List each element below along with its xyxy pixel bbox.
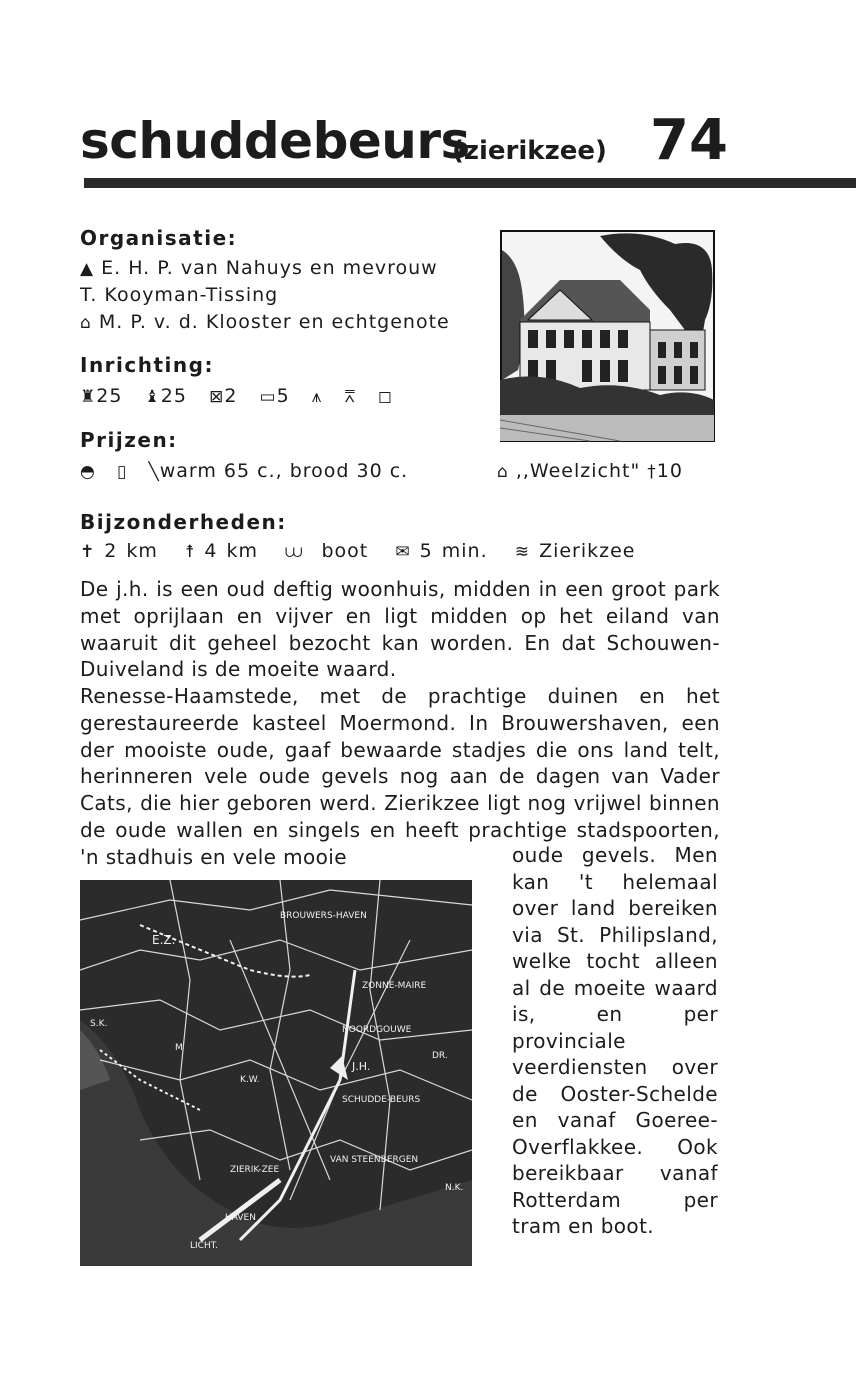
map-label-brouwershaven: BROUWERS-HAVEN bbox=[280, 911, 367, 921]
house-line bbox=[497, 460, 683, 482]
paragraph-3: oude gevels. Men kan 't helemaal over land bereiken via St. Philipsland, welke tocht alleen al de moeite waard is, en per provinciale veerdiensten over de Ooster-Schelde en vanaf Goeree-Overflakkee. Ook bereikbaar vanaf Rotterdam per tram en boot. bbox=[512, 843, 718, 1238]
organisatie-line-1 bbox=[80, 257, 438, 279]
organisatie-heading: Organisatie: bbox=[80, 226, 238, 250]
map-label-zonnemaire: ZONNE-MAIRE bbox=[362, 981, 427, 991]
house-name: ,,Weelzicht" bbox=[515, 460, 641, 482]
page-title: schuddebeurs bbox=[80, 112, 470, 170]
house-illustration bbox=[500, 230, 715, 442]
inrichting-line bbox=[80, 385, 393, 407]
bijzonderheden-heading: Bijzonderheden: bbox=[80, 510, 287, 534]
map-label-nk: N.K. bbox=[445, 1183, 464, 1193]
map-label-m: M bbox=[175, 1043, 183, 1053]
swim-icon: ≋ bbox=[514, 542, 531, 562]
room-icon: ⊠ bbox=[209, 387, 225, 407]
triangle-icon: ▲ bbox=[80, 259, 95, 279]
map-label-ez: E.Z. bbox=[152, 933, 176, 947]
church2-icon: ☨ bbox=[185, 542, 196, 562]
organisatie-line-3-text: M. P. v. d. Klooster en echtgenote bbox=[98, 311, 450, 333]
bed-icon: ▭ bbox=[259, 387, 277, 407]
map-label-zierikzee: ZIERIK-ZEE bbox=[230, 1165, 280, 1175]
boys-count: 25 bbox=[96, 385, 123, 407]
boat-label: boot bbox=[321, 540, 369, 562]
area-map bbox=[80, 880, 472, 1266]
map-label-noordgouwe: NOORDGOUWE bbox=[342, 1025, 412, 1035]
girl-icon: ♝ bbox=[144, 387, 161, 407]
kitchen-icon: ⩚ bbox=[311, 387, 323, 407]
knife-icon: ╲ bbox=[148, 462, 160, 482]
title-rule bbox=[84, 178, 856, 188]
paragraph-2: Renesse-Haamstede, met de prachtige duinen en het gerestaureerde kasteel Moermond. In Brouwershaven, een der mooiste oude, gaaf bewaarde stadjes die ons land telt, herinneren vele oude gevels nog aan de dagen van Vader Cats, die hier geboren werd. Zierikzee ligt nog vrijwel binnen de oude wallen en singels en heeft prachtige stadspoorten, 'n stadhuis en vele mooie bbox=[80, 684, 720, 869]
helmet-icon: ◓ bbox=[80, 462, 96, 482]
organisatie-line-1-text: E. H. P. van Nahuys en mevrouw bbox=[101, 257, 438, 279]
girls-count: 25 bbox=[160, 385, 187, 407]
price-brood: brood 30 c. bbox=[289, 460, 409, 482]
map-label-schuddebeurs: SCHUDDE-BEURS bbox=[342, 1095, 421, 1105]
church2-distance: 4 km bbox=[204, 540, 259, 562]
church-distance: 2 km bbox=[104, 540, 158, 562]
inrichting-heading: Inrichting: bbox=[80, 353, 214, 377]
swim-location: Zierikzee bbox=[539, 540, 636, 562]
page-number: 74 bbox=[650, 108, 728, 173]
card-icon: ◻ bbox=[377, 387, 393, 407]
rooms-count: 2 bbox=[224, 385, 238, 407]
page-subtitle: (zierikzee) bbox=[452, 136, 607, 166]
prijzen-heading: Prijzen: bbox=[80, 428, 178, 452]
house-value: 10 bbox=[656, 460, 683, 482]
map-label-jh: J.H. bbox=[352, 1060, 371, 1073]
lodge-icon: ⌂ bbox=[80, 313, 92, 333]
map-label-kw: K.W. bbox=[240, 1075, 260, 1085]
house-icon: ⌂ bbox=[497, 462, 509, 482]
beds-count: 5 bbox=[276, 385, 290, 407]
map-label-sk: S.K. bbox=[90, 1019, 108, 1029]
paragraph-1: De j.h. is een oud deftig woonhuis, midden in een groot park met oprijlaan en vijver en ligt midden op het eiland van waaruit dit geheel bezocht kan worden. En dat Schouwen-Duiveland is de moeite waard. bbox=[80, 577, 720, 682]
map-label-steenbergen: VAN STEENBERGEN bbox=[330, 1155, 419, 1165]
fork-icon: † bbox=[647, 462, 657, 482]
organisatie-line-3 bbox=[80, 311, 450, 333]
prijzen-line bbox=[80, 460, 408, 482]
cap-icon: ⩞ bbox=[344, 387, 356, 407]
post-distance: 5 min. bbox=[419, 540, 488, 562]
map-label-haven: HAVEN bbox=[225, 1213, 256, 1223]
bijzonderheden-line bbox=[80, 540, 636, 562]
organisatie-line-2: T. Kooyman-Tissing bbox=[80, 284, 279, 306]
price-warm: warm 65 c., bbox=[159, 460, 283, 482]
map-label-licht: LICHT. bbox=[190, 1241, 219, 1251]
boat-icon: ⩊ bbox=[285, 542, 304, 562]
mail-icon: ✉ bbox=[395, 542, 411, 562]
candle-icon: ▯ bbox=[116, 462, 128, 482]
map-label-dr: DR. bbox=[432, 1051, 448, 1061]
church-icon: ✝ bbox=[80, 542, 96, 562]
boy-icon: ♜ bbox=[80, 387, 97, 407]
